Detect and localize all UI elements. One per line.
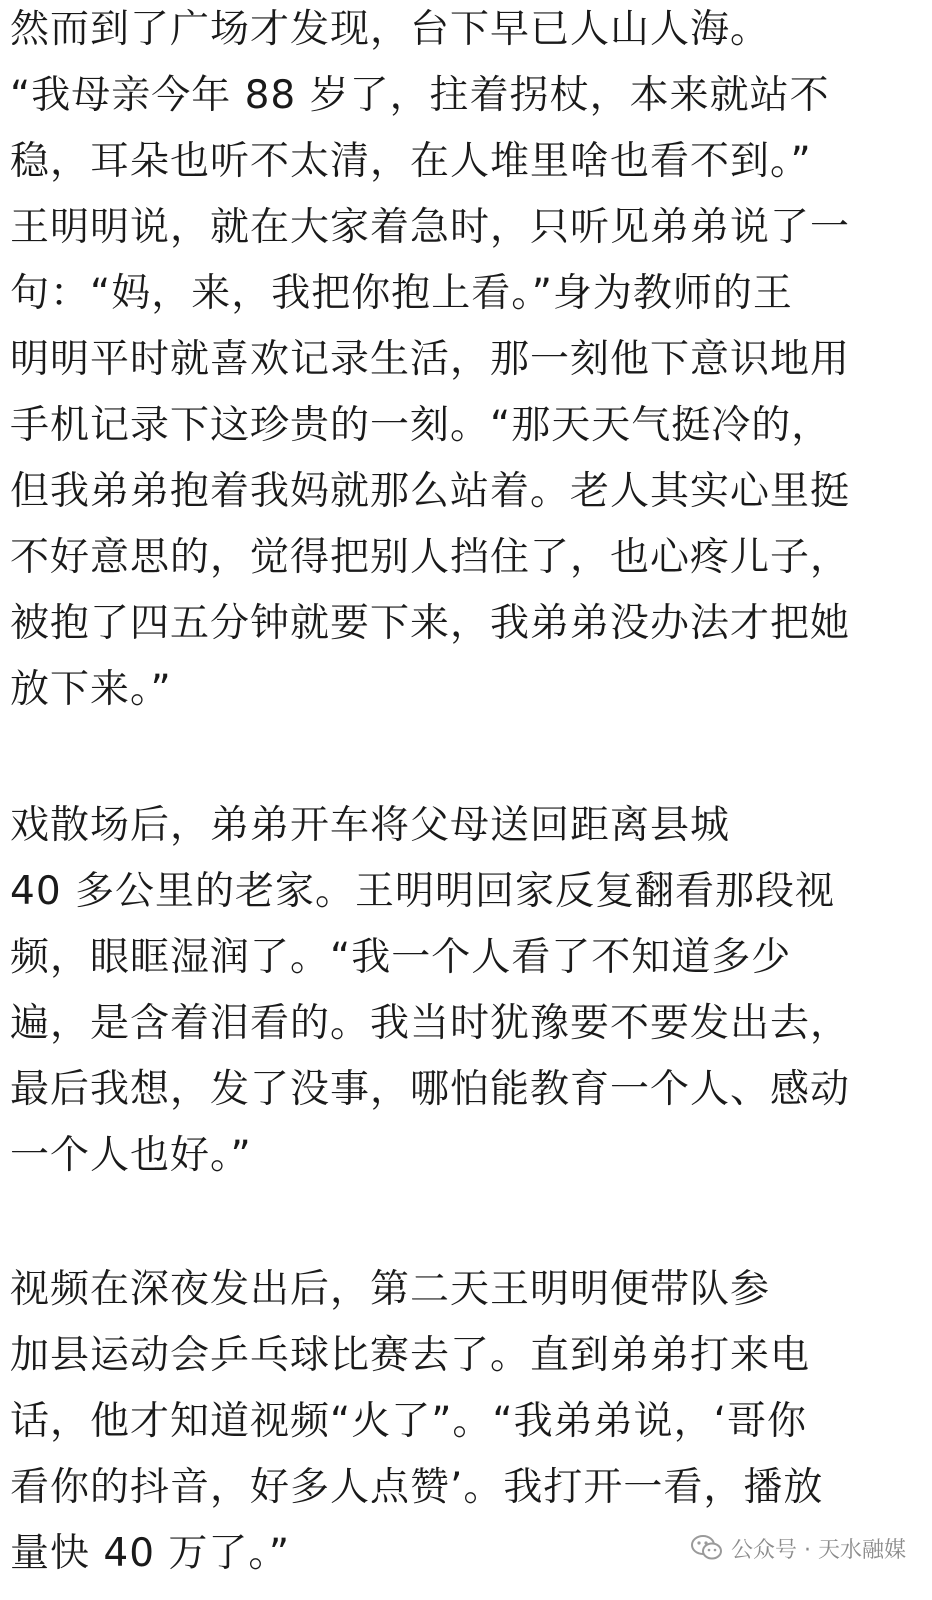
paragraph-2-line-6: 一个人也好。” bbox=[10, 1133, 252, 1178]
paragraph-1-line-6: 明明平时就喜欢记录生活，那一刻他下意识地用 bbox=[10, 337, 851, 382]
paragraph-2-line-1: 戏散场后，弟弟开车将父母送回距离县城 bbox=[10, 803, 731, 848]
paragraph-1-line-3: 稳，耳朵也听不太清，在人堆里啥也看不到。” bbox=[10, 139, 812, 184]
paragraph-2-line-2: 40 多公里的老家。王明明回家反复翻看那段视 bbox=[10, 869, 836, 914]
paragraph-2-line-4: 遍，是含着泪看的。我当时犹豫要不要发出去， bbox=[10, 1001, 851, 1046]
paragraph-3-line-1: 视频在深夜发出后，第二天王明明便带队参 bbox=[10, 1267, 771, 1312]
paragraph-1-line-1: 然而到了广场才发现，台下早已人山人海。 bbox=[10, 7, 771, 52]
watermark bbox=[687, 1528, 910, 1568]
paragraph-1-line-7: 手机记录下这珍贵的一刻。“那天天气挺冷的， bbox=[10, 403, 832, 448]
watermark-text: 公众号 · 天水融媒 bbox=[731, 1537, 906, 1563]
wechat-icon bbox=[691, 1535, 723, 1561]
paragraph-1-line-10: 被抱了四五分钟就要下来，我弟弟没办法才把她 bbox=[10, 601, 851, 646]
paragraph-3-line-3: 话，他才知道视频“火了”。“我弟弟说，‘哥你 bbox=[10, 1399, 808, 1444]
paragraph-3-line-2: 加县运动会乒乓球比赛去了。直到弟弟打来电 bbox=[10, 1333, 811, 1378]
paragraph-2-line-5: 最后我想，发了没事，哪怕能教育一个人、感动 bbox=[10, 1067, 851, 1112]
paragraph-1-line-5: 句：“妈，来，我把你抱上看。”身为教师的王 bbox=[10, 271, 793, 316]
paragraph-1-line-2: “我母亲今年 88 岁了，拄着拐杖，本来就站不 bbox=[10, 73, 830, 118]
paragraph-1-line-9: 不好意思的，觉得把别人挡住了，也心疼儿子， bbox=[10, 535, 851, 580]
paragraph-1-line-4: 王明明说，就在大家着急时，只听见弟弟说了一 bbox=[10, 205, 851, 250]
paragraph-3-line-4: 看你的抖音，好多人点赞’。我打开一看，播放 bbox=[10, 1465, 824, 1510]
paragraph-2-line-3: 频，眼眶湿润了。“我一个人看了不知道多少 bbox=[10, 935, 792, 980]
paragraph-1-line-11: 放下来。” bbox=[10, 667, 172, 712]
paragraph-3-line-5: 量快 40 万了。” bbox=[10, 1531, 291, 1576]
paragraph-1-line-8: 但我弟弟抱着我妈就那么站着。老人其实心里挺 bbox=[10, 469, 851, 514]
